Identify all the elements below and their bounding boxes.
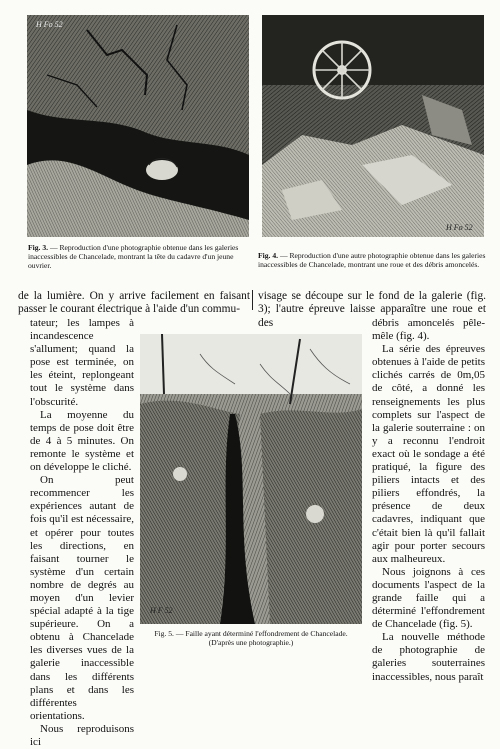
left-paragraph-2: La moyenne du temps de pose doit être de 4 à 5 minutes. On remonte le système et on développe le cliché. — [30, 408, 134, 474]
figure-4-caption-label: Fig. 4. — [258, 251, 279, 260]
figure-3-image — [27, 15, 249, 237]
figure-4-image — [262, 15, 484, 237]
figure-5-image — [140, 334, 362, 624]
figure-5-caption-line2: (D'après une photographie.) — [208, 637, 294, 647]
figure-3-signature: H Fo 52 — [36, 20, 63, 29]
right-paragraph-2: La série des épreuves obtenues à l'aide de petits clichés carrés de 0m,05 de côté, a donné les renseignements les plus complets sur l'aspect de la galerie souterraine : on y a reconnu l'endroit exact où le sondage a été pratiqué, la figure des piliers intacts et des piliers effondrés, la présence de deux cadavres, indiquant que c'était bien là qu'il fallait agir pour porter secours aux malheureux. — [372, 343, 485, 565]
right-column-narrow — [372, 317, 485, 684]
right-paragraph-3: Nous joignons à ces documents l'aspect de la grande faille qui a déterminé l'effondrement de Chancelade (fig. 5). — [372, 565, 485, 631]
left-paragraph-3: On peut recommencer les expériences autant de fois qu'il est nécessaire, et opérer pour toutes les directions, en faisant tourner le système d'un certain nombre de degrés au moyen d'un levier spécial adapté à la tige supérieure. On a obtenu à Chancelade les diverses vues de la galerie inaccessible dans les différents plans et dans les différentes orientations. — [30, 474, 135, 722]
figure-5-caption-line1: Fig. 5. — Faille ayant déterminé l'effondrement de Chancelade. — [154, 629, 348, 638]
left-column-narrow — [30, 317, 134, 749]
left-paragraph-intro: de la lumière. On y arrive facilement en faisant passer le courant électrique à l'aide d'un commu- — [18, 290, 250, 316]
left-column-top — [18, 290, 250, 317]
figure-3-caption — [28, 243, 248, 270]
figure-5-caption — [140, 630, 362, 647]
figure-5-signature: H F 52 — [150, 606, 173, 615]
figure-3-caption-text: — Reproduction d'une photographie obtenue dans les galeries inaccessibles de Chancelade, montrant la tête du cadavre d'un jeune ouvrier. — [28, 243, 239, 270]
right-paragraph-4: La nouvelle méthode de photographie de galeries souterraines inaccessibles, nous paraît — [372, 631, 485, 683]
figure-4-caption — [258, 251, 486, 269]
column-divider — [252, 290, 253, 310]
left-paragraph-1: tateur; les lampes à incandescence s'allument; quand la pose est terminée, on les éteint, replongeant tout le système dans l'obscurité. — [30, 317, 134, 408]
right-paragraph-intro: visage se découpe sur le fond de la galerie (fig. 3); l'autre épreuve laisse apparaître une roue et des — [258, 290, 486, 329]
left-paragraph-4: Nous reproduisons ici — [30, 722, 134, 748]
figure-4-signature: H Fo 52 — [446, 223, 473, 232]
figure-3-caption-label: Fig. 3. — [28, 243, 49, 252]
right-paragraph-1: débris amoncelés pêle-mêle (fig. 4). — [372, 317, 485, 343]
figure-4-caption-text: — Reproduction d'une autre photographie obtenue dans les galeries inaccessibles de Chancelade, montrant une roue et des débris amoncelés. — [258, 251, 486, 269]
